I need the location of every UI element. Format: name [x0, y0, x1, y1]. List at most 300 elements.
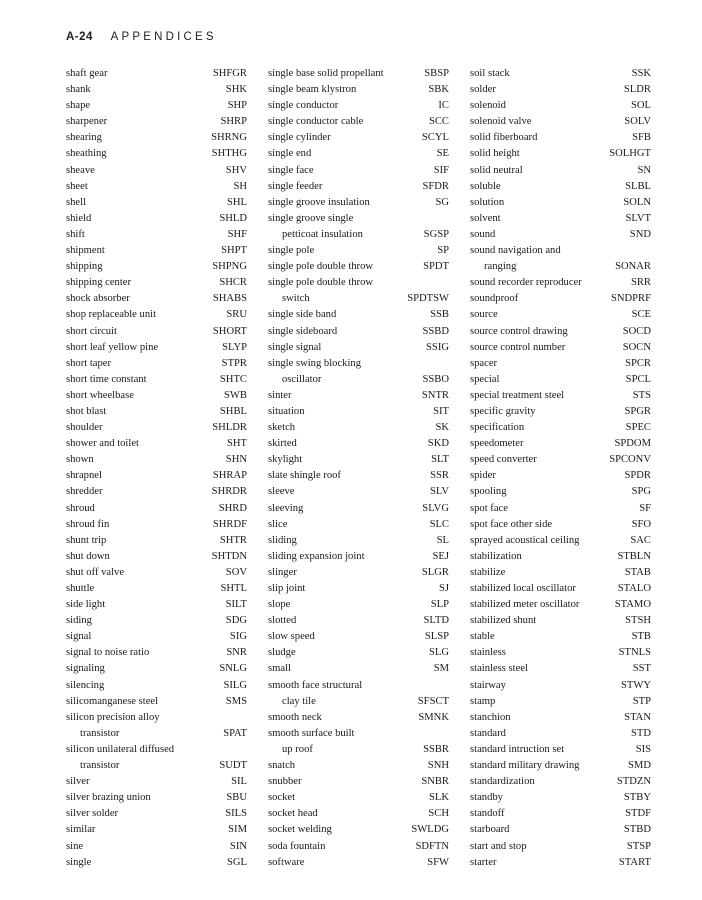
entry-term-text: shredder: [66, 486, 103, 498]
entry-term: [470, 694, 633, 710]
abbreviation-entry: [268, 790, 449, 806]
entry-abbreviation: SWB: [224, 389, 247, 401]
entry-term-text: single base solid propellant: [268, 68, 384, 79]
entry-term: [470, 388, 633, 404]
entry-abbreviation: STP: [632, 695, 651, 707]
entry-term-text: single feeder: [268, 180, 323, 192]
entry-term-text: slinger: [268, 566, 297, 578]
entry-abbreviation: STAB: [624, 566, 651, 578]
abbreviation-entry: [66, 533, 247, 549]
entry-term-text: sinter: [268, 389, 292, 401]
entry-term-text: silicomanganese steel: [66, 695, 159, 707]
entry-term-text: software: [268, 856, 305, 868]
entry-abbreviation: SWLDG: [411, 824, 449, 836]
entry-abbreviation: SMS: [225, 695, 247, 707]
abbreviation-entry: [268, 307, 449, 323]
entry-term-text: shield: [66, 212, 92, 224]
abbreviation-entry: [470, 742, 651, 758]
entry-abbreviation: SLK: [428, 792, 449, 804]
abbreviation-entry: [66, 356, 247, 372]
entry-term: [66, 307, 226, 323]
entry-abbreviation: SG: [435, 196, 449, 208]
abbreviation-entry: [470, 404, 651, 420]
abbreviation-entry: [66, 130, 247, 146]
entry-abbreviation: SLYP: [222, 341, 247, 353]
entry-term-text: sliding expansion joint: [268, 550, 365, 562]
abbreviation-entry: [66, 581, 247, 597]
entry-term: [66, 694, 226, 710]
entry-abbreviation: SNDPRF: [610, 293, 651, 305]
entry-abbreviation: SOL: [630, 100, 651, 112]
abbreviation-entry: [470, 340, 651, 356]
abbreviation-entry: [470, 82, 651, 98]
entry-term-text: single groove insulation: [268, 196, 370, 208]
entry-abbreviation: SHPT: [221, 245, 247, 257]
entry-term-text: silver: [66, 776, 90, 788]
entry-abbreviation: STPR: [221, 357, 247, 369]
entry-term-text: socket welding: [268, 824, 332, 836]
entry-term-text: sharpener: [66, 116, 108, 128]
entry-term-text: stabilized shunt: [470, 615, 537, 627]
abbreviation-entry: [268, 195, 449, 211]
entry-term: [470, 565, 625, 581]
entry-abbreviation: STBY: [623, 792, 651, 804]
abbreviation-entry: [470, 211, 651, 227]
entry-term-text: sprayed acoustical ceiling: [470, 534, 580, 546]
entry-term-text: stabilize: [470, 566, 506, 578]
entry-term-text: spacer: [470, 357, 498, 369]
entry-term: [268, 163, 434, 179]
entry-term: [268, 307, 430, 323]
abbreviation-entry: [66, 501, 247, 517]
entry-abbreviation: SOV: [225, 566, 247, 578]
entry-term: [268, 243, 437, 259]
entry-term: [470, 484, 632, 500]
entry-abbreviation: SHRAP: [212, 470, 247, 482]
abbreviation-entry: [66, 227, 247, 243]
abbreviation-entry: [268, 356, 449, 388]
abbreviation-entry: [470, 324, 651, 340]
entry-term-text: soluble: [470, 180, 501, 192]
entry-term: [268, 98, 438, 114]
entry-term-text: speed converter: [470, 454, 537, 466]
entry-term: [470, 340, 623, 356]
abbreviation-entry: [470, 855, 651, 871]
entry-abbreviation: STB: [631, 631, 651, 643]
entry-term-text: situation: [268, 405, 305, 417]
entry-abbreviation: SLGR: [421, 566, 449, 578]
entry-term: [470, 822, 624, 838]
entry-term-text: shock absorber: [66, 293, 130, 305]
entry-term: [66, 855, 227, 871]
entry-abbreviation: SNBR: [421, 776, 449, 788]
entry-term: [470, 324, 623, 340]
entry-abbreviation: SOLHGT: [609, 148, 651, 160]
entry-term-continuation: clay tile: [282, 695, 316, 707]
entry-abbreviation: SLBL: [625, 180, 651, 192]
entry-abbreviation: SHTHG: [211, 148, 247, 160]
entry-abbreviation: SBK: [428, 84, 449, 96]
entry-term: [268, 758, 428, 774]
entry-term-text: short time constant: [66, 373, 147, 385]
entry-term: [268, 146, 437, 162]
entry-term: [268, 66, 424, 82]
entry-abbreviation: SHF: [227, 228, 247, 240]
entry-term-text: smooth surface built: [268, 727, 355, 739]
abbreviation-entry: [66, 324, 247, 340]
entry-abbreviation: STD: [630, 727, 651, 739]
abbreviation-entry: [470, 774, 651, 790]
entry-abbreviation: SHLDR: [212, 422, 247, 434]
abbreviation-entry: [470, 227, 651, 243]
entry-abbreviation: SCYL: [421, 132, 449, 144]
entry-term: [268, 726, 423, 758]
abbreviation-entry: [66, 790, 247, 806]
entry-abbreviation: SST: [632, 663, 651, 675]
abbreviation-entry: [66, 243, 247, 259]
abbreviation-entry: [470, 130, 651, 146]
abbreviation-entry: [268, 855, 449, 871]
entry-abbreviation: SMD: [628, 760, 651, 772]
abbreviation-entry: [470, 114, 651, 130]
entry-abbreviation: SPDT: [423, 261, 449, 273]
entry-abbreviation: SCH: [428, 808, 449, 820]
entry-term-text: single face: [268, 164, 314, 176]
entry-term: [268, 565, 422, 581]
abbreviation-entry: [470, 420, 651, 436]
entry-term-text: solvent: [470, 212, 501, 224]
entry-abbreviation: SPDOM: [614, 438, 651, 450]
abbreviation-entry: [268, 179, 449, 195]
entry-term: [268, 822, 411, 838]
abbreviation-column-3: [470, 66, 651, 871]
entry-abbreviation: SHRDF: [212, 518, 247, 530]
abbreviation-entry: [66, 146, 247, 162]
entry-term-continuation: petticoat insulation: [282, 228, 363, 240]
entry-term-text: single: [66, 856, 92, 868]
entry-term-text: siding: [66, 615, 92, 627]
entry-abbreviation: SDFTN: [415, 840, 449, 852]
entry-term-text: slip joint: [268, 583, 306, 594]
entry-term: [66, 275, 219, 291]
abbreviation-entry: [470, 613, 651, 629]
entry-term-text: smooth face structural: [268, 679, 363, 691]
abbreviation-entry: [470, 146, 651, 162]
abbreviation-entry: [66, 597, 247, 613]
entry-term-text: special: [470, 373, 500, 385]
entry-abbreviation: SSR: [430, 470, 449, 482]
abbreviation-entry: [470, 66, 651, 82]
entry-term-text: special treatment steel: [470, 389, 565, 401]
entry-abbreviation: STDZN: [616, 776, 651, 788]
abbreviation-entry: [66, 452, 247, 468]
entry-term-text: single sideboard: [268, 325, 338, 337]
abbreviation-entry: [268, 404, 449, 420]
abbreviation-entry: [470, 726, 651, 742]
entry-term-text: starboard: [470, 824, 510, 836]
entry-abbreviation: SBU: [226, 792, 247, 804]
entry-term-text: shop replaceable unit: [66, 309, 157, 321]
abbreviation-entry: [268, 82, 449, 98]
entry-term-text: stainless: [470, 647, 506, 659]
entry-term: [268, 806, 428, 822]
entry-term: [470, 613, 625, 629]
abbreviation-entry: [66, 822, 247, 838]
entry-term: [470, 130, 632, 146]
entry-term-text: solid height: [470, 148, 520, 160]
entry-term-text: silver solder: [66, 808, 119, 820]
entry-term: [268, 678, 418, 710]
abbreviation-entry: [470, 388, 651, 404]
entry-term: [66, 661, 219, 677]
abbreviation-entry: [66, 742, 247, 774]
abbreviation-entry: [66, 645, 247, 661]
abbreviation-entry: [66, 839, 247, 855]
entry-term: [470, 855, 619, 871]
abbreviation-entry: [66, 661, 247, 677]
entry-term-text: shell: [66, 196, 87, 208]
entry-term-text: socket head: [268, 808, 318, 820]
entry-term: [268, 533, 437, 549]
entry-abbreviation: STDF: [625, 808, 651, 820]
entry-abbreviation: SRR: [630, 277, 651, 289]
entry-term: [268, 790, 429, 806]
entry-abbreviation: SMNK: [418, 711, 449, 723]
entry-term-text: starter: [470, 856, 497, 868]
entry-abbreviation: STBD: [623, 824, 651, 836]
entry-term-text: shrapnel: [66, 470, 102, 482]
entry-term-text: side light: [66, 599, 106, 611]
entry-abbreviation: SOLN: [623, 196, 651, 208]
abbreviation-entry: [66, 678, 247, 694]
entry-abbreviation: SHT: [226, 438, 247, 450]
abbreviation-entry: [66, 307, 247, 323]
entry-abbreviation: SJ: [438, 583, 449, 594]
entry-term: [268, 452, 431, 468]
entry-abbreviation: SK: [435, 422, 449, 434]
entry-abbreviation: SHTR: [219, 534, 247, 546]
entry-term: [268, 340, 426, 356]
entry-abbreviation: SFO: [631, 518, 651, 530]
entry-term: [470, 839, 627, 855]
entry-term-text: shoulder: [66, 422, 103, 434]
entry-abbreviation: SNLG: [219, 663, 247, 675]
entry-abbreviation: SSB: [430, 309, 449, 321]
entry-term: [470, 597, 615, 613]
entry-term: [470, 275, 631, 291]
entry-term: [66, 484, 212, 500]
abbreviation-entry: [268, 340, 449, 356]
entry-term: [470, 468, 625, 484]
abbreviation-entry: [66, 404, 247, 420]
entry-term: [66, 597, 226, 613]
abbreviation-entry: [66, 179, 247, 195]
entry-term-text: silver brazing union: [66, 792, 151, 804]
abbreviation-entry: [268, 678, 449, 710]
entry-abbreviation: SN: [637, 164, 651, 176]
entry-term: [470, 179, 625, 195]
entry-term-text: shut off valve: [66, 566, 125, 578]
entry-abbreviation: SIL: [231, 776, 247, 788]
entry-term: [268, 114, 429, 130]
entry-term-text: short taper: [66, 357, 112, 369]
entry-abbreviation: SOCD: [622, 325, 651, 337]
entry-abbreviation: SIG: [229, 631, 247, 643]
entry-abbreviation: SCE: [631, 309, 651, 321]
entry-term-text: slow speed: [268, 631, 315, 643]
entry-term: [268, 468, 430, 484]
entry-term-text: single groove single: [268, 212, 354, 224]
entry-term: [470, 420, 626, 436]
entry-term: [470, 549, 617, 565]
entry-term-text: standard: [470, 727, 506, 739]
entry-term-text: sludge: [268, 647, 296, 659]
abbreviation-entry: [66, 82, 247, 98]
entry-abbreviation: SKD: [427, 438, 449, 450]
entry-abbreviation: SLG: [428, 647, 449, 659]
entry-term: [268, 839, 415, 855]
entry-term: [66, 259, 212, 275]
entry-term-text: solution: [470, 196, 505, 208]
entry-term-text: sine: [66, 840, 84, 852]
entry-term: [470, 404, 625, 420]
entry-term: [66, 839, 230, 855]
entry-term-text: slotted: [268, 615, 297, 627]
entry-term: [470, 372, 626, 388]
abbreviation-entry: [268, 597, 449, 613]
entry-term: [66, 774, 231, 790]
entry-abbreviation: SHRNG: [211, 132, 247, 144]
entry-abbreviation: IC: [438, 100, 449, 112]
abbreviation-entry: [470, 163, 651, 179]
abbreviation-entry: [470, 307, 651, 323]
entry-abbreviation: SHTL: [220, 583, 247, 594]
entry-term-text: sleeve: [268, 486, 295, 498]
abbreviation-entry: [470, 356, 651, 372]
entry-term: [268, 710, 418, 726]
entry-term: [268, 436, 428, 452]
entry-term: [66, 678, 223, 694]
entry-term: [268, 275, 407, 307]
entry-abbreviation: STALO: [617, 583, 651, 594]
entry-term-text: single conductor cable: [268, 116, 364, 128]
abbreviation-column-1: [66, 66, 247, 871]
abbreviation-entry: [470, 533, 651, 549]
entry-term: [66, 452, 226, 468]
entry-term: [470, 211, 625, 227]
entry-term-text: snatch: [268, 760, 296, 772]
section-title: APPENDICES: [110, 31, 217, 43]
entry-term-text: single end: [268, 148, 312, 160]
abbreviation-entry: [66, 66, 247, 82]
abbreviation-entry: [66, 291, 247, 307]
entry-abbreviation: SHABS: [212, 293, 247, 305]
entry-term: [66, 356, 222, 372]
entry-term-continuation: transistor: [80, 760, 120, 772]
entry-term: [66, 742, 219, 774]
abbreviation-entry: [268, 130, 449, 146]
entry-term: [268, 581, 439, 597]
abbreviation-entry: [66, 694, 247, 710]
entry-term: [66, 179, 233, 195]
entry-term: [470, 742, 636, 758]
entry-abbreviation: SPCR: [625, 357, 651, 369]
entry-term-text: shown: [66, 454, 94, 466]
abbreviation-entry: [470, 243, 651, 275]
entry-abbreviation: SSIG: [426, 341, 449, 353]
entry-term-text: single conductor: [268, 100, 339, 112]
entry-term-text: speedometer: [470, 438, 524, 450]
abbreviation-entry: [268, 661, 449, 677]
entry-term-text: standard intruction set: [470, 743, 565, 755]
entry-term: [66, 227, 228, 243]
entry-term-text: stainless steel: [470, 663, 528, 675]
entry-term: [268, 130, 422, 146]
entry-abbreviation: SLDR: [623, 84, 651, 96]
abbreviation-entry: [66, 275, 247, 291]
entry-term: [470, 436, 614, 452]
abbreviation-entry: [268, 452, 449, 468]
entry-term-text: skylight: [268, 454, 303, 466]
entry-term-text: standoff: [470, 808, 505, 820]
page-number: A-24: [66, 31, 93, 43]
entry-abbreviation: STNLS: [618, 647, 651, 659]
entry-term-text: start and stop: [470, 840, 527, 852]
entry-abbreviation: SLV: [429, 486, 449, 498]
entry-term: [66, 114, 221, 130]
entry-abbreviation: SHN: [225, 454, 247, 466]
entry-term-text: shipment: [66, 245, 105, 257]
entry-abbreviation: SLVT: [625, 212, 651, 224]
abbreviation-entry: [268, 243, 449, 259]
entry-term-text: single signal: [268, 341, 322, 353]
entry-term: [268, 645, 429, 661]
abbreviation-entry: [66, 195, 247, 211]
entry-term-text: spot face: [470, 502, 508, 514]
entry-abbreviation: SLSP: [424, 631, 449, 643]
entry-abbreviation: SILT: [225, 599, 247, 611]
abbreviation-entry: [268, 533, 449, 549]
abbreviation-entry: [66, 388, 247, 404]
entry-term-text: soundproof: [470, 293, 519, 305]
entry-term: [66, 420, 212, 436]
entry-term-text: shipping: [66, 261, 103, 273]
entry-abbreviation: SOLV: [624, 116, 651, 128]
entry-abbreviation: SIT: [433, 405, 449, 417]
entry-term-text: solid neutral: [470, 164, 523, 176]
entry-abbreviation: SHRP: [220, 116, 247, 128]
entry-term-text: shut down: [66, 550, 110, 562]
entry-abbreviation: SHRDR: [211, 486, 247, 498]
entry-term-text: skirted: [268, 438, 297, 450]
entry-abbreviation: SPGR: [624, 405, 651, 417]
abbreviation-entry: [66, 629, 247, 645]
entry-abbreviation: SGL: [226, 856, 247, 868]
entry-term-text: slate shingle roof: [268, 470, 341, 482]
entry-term-text: spider: [470, 470, 496, 482]
entry-term-text: solid fiberboard: [470, 132, 538, 144]
abbreviation-entry: [470, 372, 651, 388]
abbreviation-entry: [470, 179, 651, 195]
entry-term-text: single pole double throw: [268, 277, 374, 289]
entry-abbreviation: SF: [639, 502, 651, 514]
entry-abbreviation: SRU: [226, 309, 247, 321]
abbreviation-entry: [470, 629, 651, 645]
entry-term: [470, 501, 639, 517]
abbreviation-entry: [268, 98, 449, 114]
entry-term: [66, 822, 228, 838]
abbreviation-entry: [268, 324, 449, 340]
